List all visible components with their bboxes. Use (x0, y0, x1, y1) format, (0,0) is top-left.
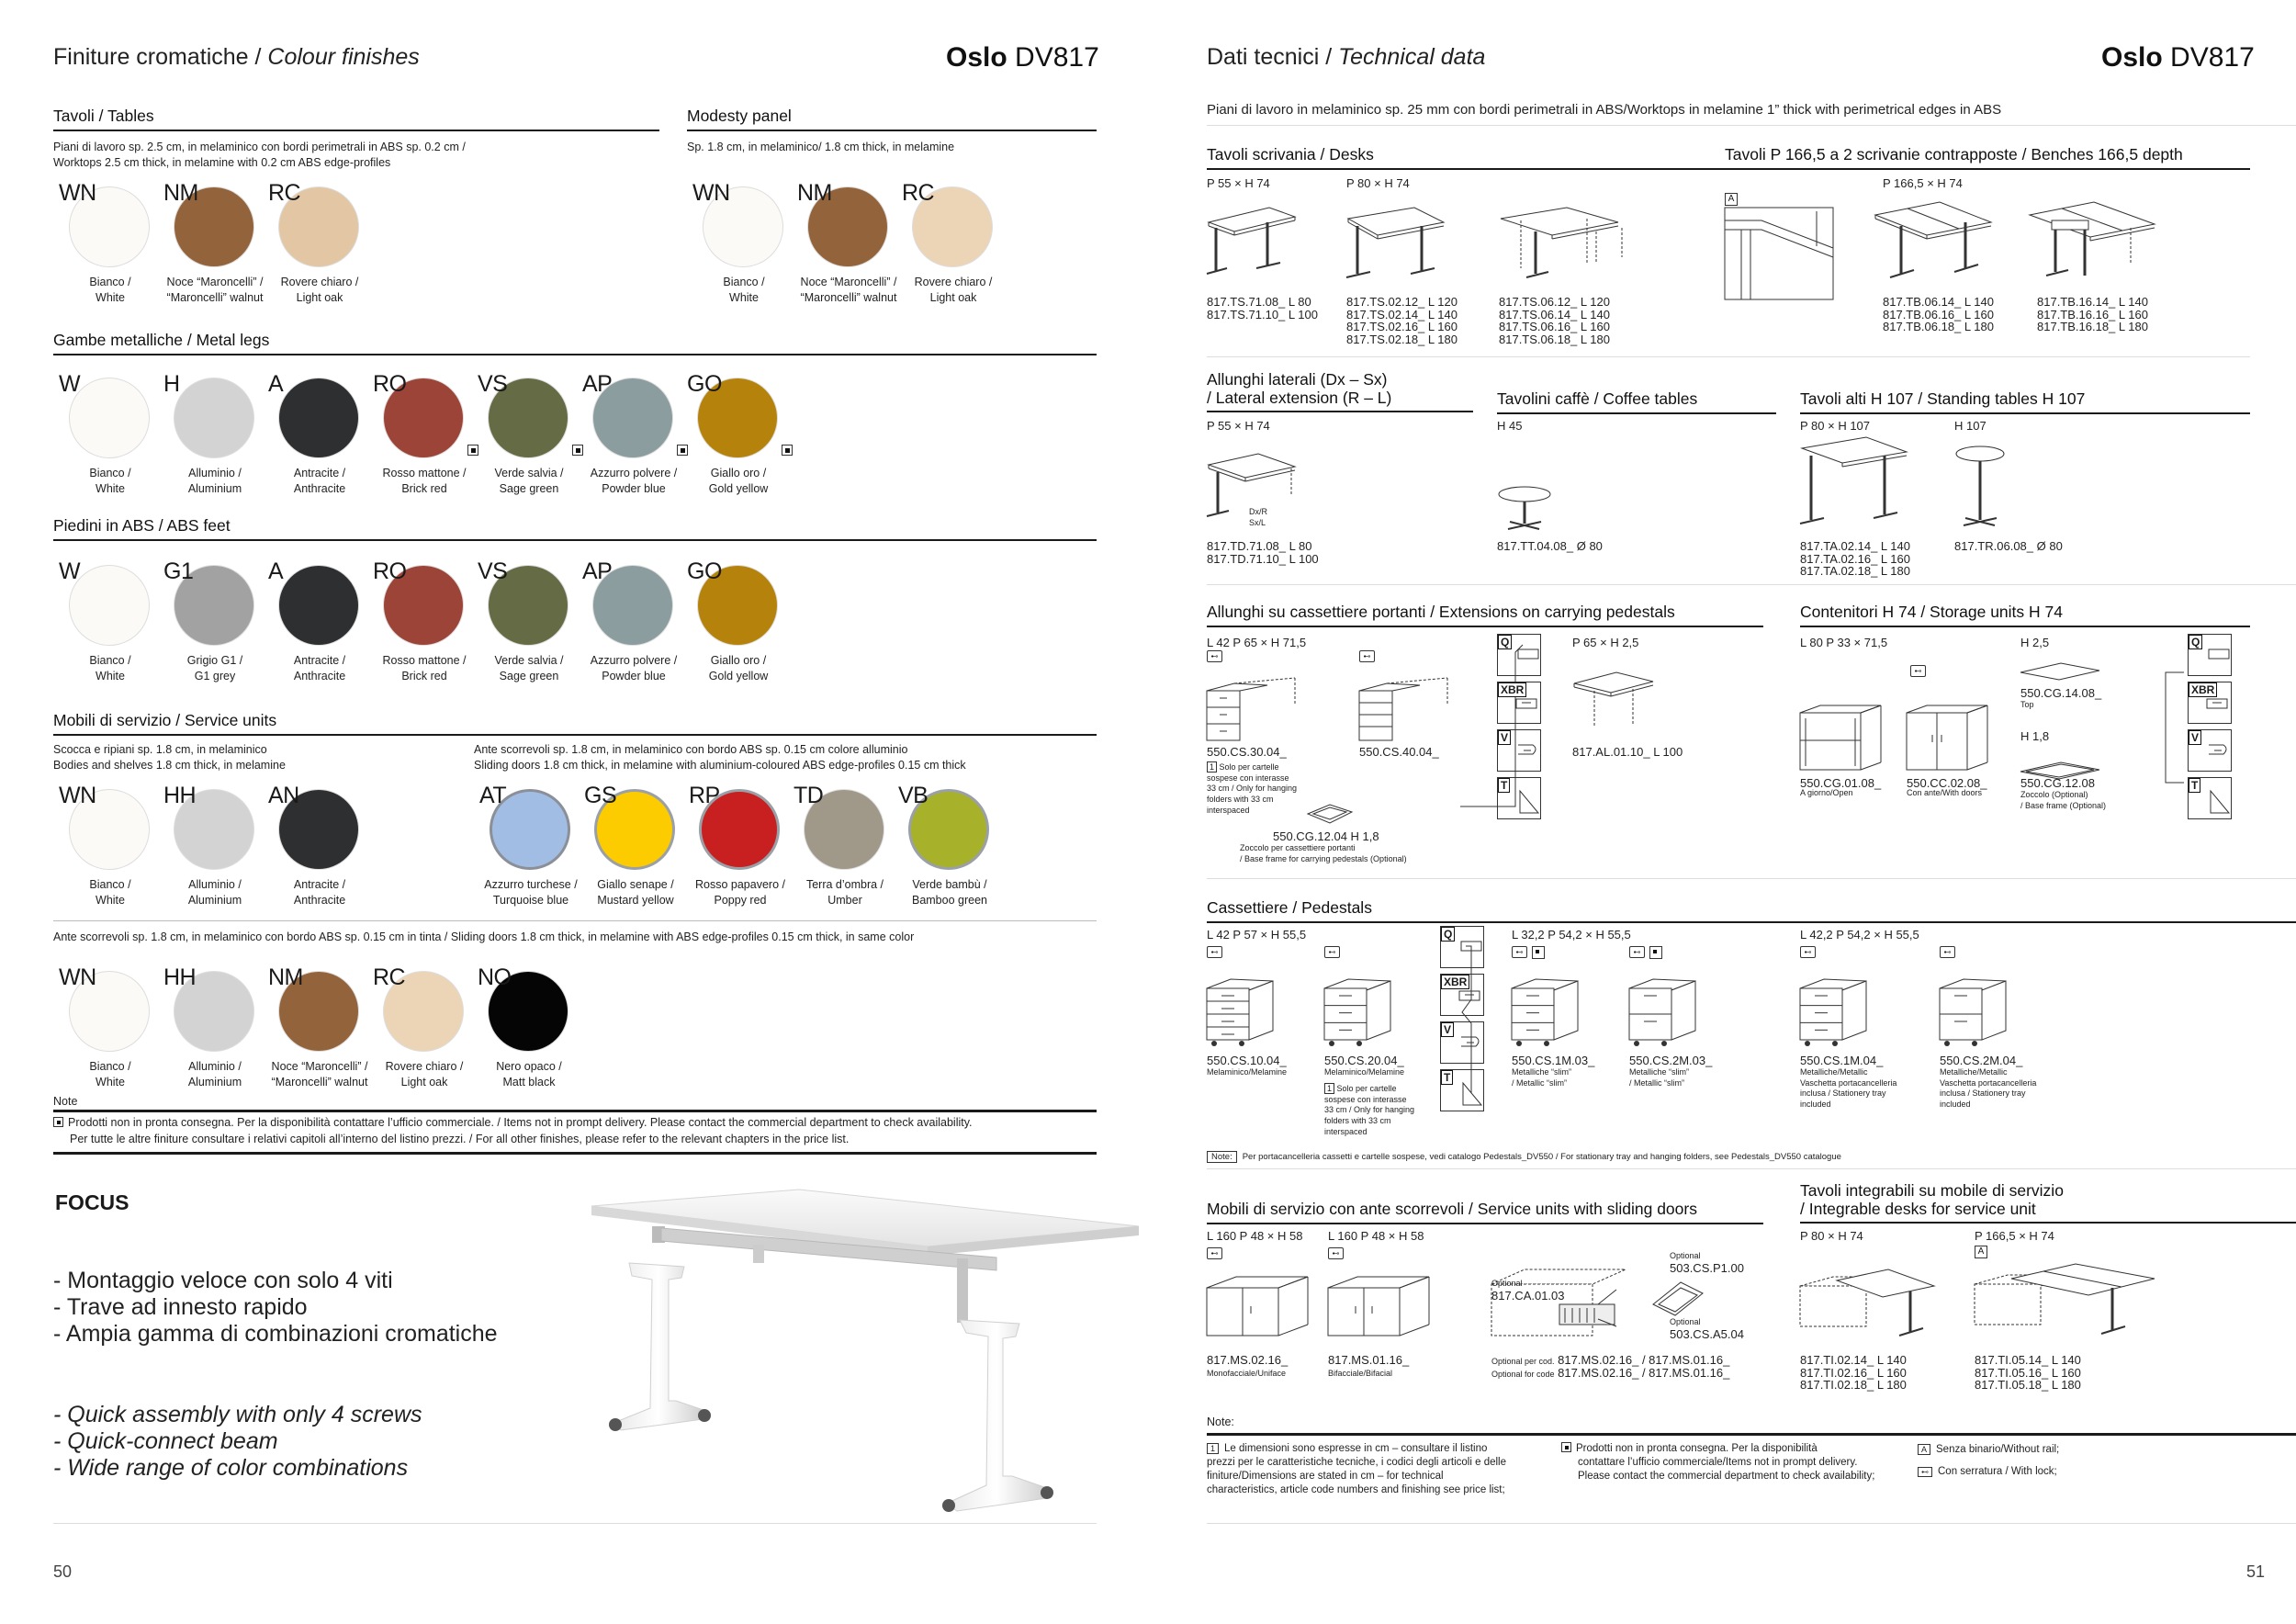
option-xbr (1440, 974, 1484, 1016)
brand: Oslo DV817 (946, 42, 1099, 73)
options-bracket (2158, 654, 2186, 829)
not-in-stock-icon (782, 445, 793, 456)
standing-round-drawing (1954, 446, 2009, 529)
lock-icon: ⊷ (1512, 946, 1527, 958)
swatch-code: TD (793, 783, 824, 808)
intro-text: Piani di lavoro in melaminico sp. 25 mm con bordi perimetrali in ABS/Worktops in melamine 1” thick with perimetrical edges in ABS (1207, 102, 2002, 118)
section-pedestals: Cassettiere / Pedestals (1207, 898, 2296, 923)
swatch-code: NM (163, 180, 198, 206)
option-glyph (2194, 734, 2231, 773)
swatch-code: VS (478, 558, 508, 584)
standing-dim-2: H 107 (1954, 419, 1986, 433)
storage-dim-2: H 2,5 (2020, 636, 2050, 649)
swatch-label: Azzurro polvere / Powder blue (590, 654, 678, 682)
swatch-label: Giallo oro / Gold yellow (708, 654, 769, 682)
swatch-code: RC (902, 180, 935, 206)
int-dim-1: P 80 × H 74 (1800, 1229, 1863, 1243)
option-glyph (1446, 930, 1483, 969)
option-key: XBR (1441, 975, 1469, 989)
standing-code-2: 817.TR.06.08_ Ø 80 (1954, 539, 2063, 553)
storage-code-2: 550.CC.02.08_ (1907, 776, 1987, 790)
ext-code-1: 550.CS.30.04_ (1207, 745, 1287, 759)
option-key: V (1498, 730, 1511, 745)
bench-codes-1: 817.TB.06.14_ L 140 817.TB.06.16_ L 160 817.TB.06.18_ L 180 (1883, 295, 1994, 334)
left-header: Finiture cromatiche / Colour finishes (53, 44, 420, 70)
option-xbr (1497, 682, 1541, 724)
option-key: Q (2189, 635, 2202, 649)
sliding-desc-2: Bifacciale/Bifacial (1328, 1369, 1393, 1378)
swatch-label: Rovere chiaro / Light oak (280, 276, 359, 304)
ext-pedestal-drawing-1 (1207, 678, 1299, 751)
opt-a5-code: 503.CS.A5.04 (1670, 1327, 1744, 1341)
ped-code-2: 550.CS.20.04_ (1324, 1054, 1404, 1067)
option-q (1440, 926, 1484, 968)
swatch-code: RP (689, 783, 720, 808)
standing-table-drawing (1800, 437, 1910, 529)
section-legs: Gambe metalliche / Metal legs (53, 331, 1097, 355)
swatch-code: WN (59, 964, 96, 990)
note-rule-bottom (53, 1152, 1097, 1155)
section-lateral: Allunghi laterali (Dx – Sx) / Lateral extension (R – L) (1207, 370, 1473, 412)
ped-code-5: 550.CS.1M.04_ (1800, 1054, 1884, 1067)
ped-dim-3: L 42,2 P 54,2 × H 55,5 (1800, 928, 1919, 942)
sliding-code-1: 817.MS.02.16_ (1207, 1353, 1289, 1367)
divider (1207, 125, 2296, 126)
storage-doors-drawing (1907, 704, 1989, 773)
option-key: XBR (1498, 682, 1526, 697)
swatch-code: AN (268, 783, 299, 808)
footnote-2: Prodotti non in pronta consegna. Per la disponibilità contattare l’ufficio commerciale/Items not in prompt delivery. Please contact the commercial department to check availability; (1561, 1442, 1874, 1483)
divider (1207, 878, 2296, 879)
section-tables: Tavoli / Tables (53, 107, 659, 131)
swatch-label: Nero opaco / Matt black (496, 1060, 562, 1088)
lateral-dim: P 55 × H 74 (1207, 419, 1270, 433)
lock-icon: ⊷ (1629, 946, 1645, 958)
top-panel-drawing (1572, 672, 1655, 737)
swatch-code: NO (478, 964, 512, 990)
storage-open-drawing (1800, 704, 1883, 773)
pedestal-drawing (1940, 977, 2013, 1051)
color-disc (278, 565, 359, 646)
swatch-code: GS (584, 783, 617, 808)
dx-sx-label: Dx/R Sx/L (1249, 507, 1267, 527)
option-key: V (1441, 1022, 1454, 1037)
option-glyph (1503, 638, 1540, 677)
ext-dim-2: P 65 × H 2,5 (1572, 636, 1639, 649)
lock-icon: ⊷ (1359, 650, 1375, 662)
option-key: V (2189, 730, 2201, 745)
option-glyph (1503, 782, 1540, 820)
swatch-label: Grigio G1 / G1 grey (186, 654, 243, 682)
storage-top-drawing (2020, 663, 2103, 685)
lock-icon: ⊷ (1910, 665, 1926, 677)
swatch-label: Alluminio / Aluminium (187, 467, 242, 495)
int-codes-1: 817.TI.02.14_ L 140 817.TI.02.16_ L 160 817.TI.02.18_ L 180 (1800, 1353, 1907, 1393)
option-glyph (1446, 1026, 1483, 1065)
integrable-bench-drawing (1975, 1260, 2158, 1343)
square-bullet-icon (53, 1117, 63, 1127)
storage-code-1-desc: A giorno/Open (1800, 788, 1853, 797)
swatch-label: Noce “Maroncelli” / “Maroncelli” walnut (800, 276, 897, 304)
optional-label: Optional (1491, 1279, 1523, 1288)
divider (1207, 584, 2296, 585)
storage-base-desc: Zoccolo (Optional) / Base frame (Optional) (2020, 790, 2107, 810)
option-v (1497, 729, 1541, 772)
swatch-label: Antracite / Anthracite (293, 654, 346, 682)
swatch-code: A (268, 558, 284, 584)
option-glyph (1446, 978, 1483, 1017)
focus-list-it: - Montaggio veloce con solo 4 viti - Trave ad innesto rapido - Ampia gamma di combinazioni cromatiche (53, 1268, 498, 1347)
option-xbr (2188, 682, 2232, 724)
desk-dim-2: P 80 × H 74 (1346, 176, 1410, 190)
ext-base-code: 550.CG.12.04 H 1,8 (1273, 829, 1379, 843)
desk-55-drawing (1207, 208, 1299, 281)
note-rule (53, 1110, 1097, 1112)
swatch-code: NM (797, 180, 832, 206)
swatch-label: Giallo oro / Gold yellow (708, 467, 769, 495)
section-benches: Tavoli P 166,5 a 2 scrivanie contrapposte / Benches 166,5 depth (1725, 145, 2250, 170)
lock-icon: ⊷ (1328, 1247, 1344, 1259)
section-standing: Tavoli alti H 107 / Standing tables H 107 (1800, 389, 2250, 414)
focus-list-en: - Quick assembly with only 4 screws - Quick-connect beam - Wide range of color combinations (53, 1402, 422, 1481)
swatch-label: Verde salvia / Sage green (494, 467, 564, 495)
section-feet: Piedini in ABS / ABS feet (53, 516, 1097, 541)
option-key: T (2189, 778, 2200, 793)
pedestal-drawing (1512, 977, 1585, 1051)
lock-icon: ⊷ (1918, 1467, 1932, 1477)
desk-product-image (588, 1190, 1157, 1511)
coffee-dim: H 45 (1497, 419, 1523, 433)
swatch-code: H (163, 371, 180, 397)
swatch-label: Bianco / White (89, 654, 131, 682)
not-in-stock-icon (572, 445, 583, 456)
service-desc-3: Ante scorrevoli sp. 1.8 cm, in melaminico con bordo ABS sp. 0.15 cm in tinta / Sliding doors 1.8 cm thick, in melamine with ABS edge-profiles 0.15 cm thick, in same color (53, 930, 915, 943)
desk-codes-3: 817.TS.06.12_ L 120 817.TS.06.14_ L 140 817.TS.06.16_ L 160 817.TS.06.18_ L 180 (1499, 295, 1610, 346)
swatch-code: W (59, 371, 81, 397)
lock-icon: ⊷ (1207, 650, 1222, 662)
swatch-code: WN (59, 783, 96, 808)
swatch-label: Noce “Maroncelli” / “Maroncelli” walnut (271, 1060, 368, 1088)
sliding-code-2: 817.MS.01.16_ (1328, 1353, 1410, 1367)
ped-desc-4: Metalliche “slim” / Metallic “slim” (1629, 1067, 1690, 1088)
bench-dim: P 166,5 × H 74 (1883, 176, 1963, 190)
section-extensions: Allunghi su cassettiere portanti / Extensions on carrying pedestals (1207, 603, 1763, 627)
square-bullet-icon (1561, 1442, 1571, 1452)
storage-base-code: 550.CG.12.08 (2020, 776, 2095, 790)
swatch-label: Verde bambù / Bamboo green (911, 878, 987, 907)
ext-code-2: 550.CS.40.04_ (1359, 745, 1439, 759)
ped-code-6: 550.CS.2M.04_ (1940, 1054, 2023, 1067)
swatch-code: WN (59, 180, 96, 206)
swatch-code: VS (478, 371, 508, 397)
option-v (1440, 1021, 1484, 1064)
lock-icon: ⊷ (1324, 946, 1340, 958)
option-t (1497, 777, 1541, 819)
swatch-label: Bianco / White (89, 276, 131, 304)
footnote-3: A Senza binario/Without rail; (1918, 1442, 2059, 1457)
swatch-code: RO (373, 558, 407, 584)
note-title: Note (53, 1095, 78, 1108)
swatch-code: NM (268, 964, 303, 990)
without-rail-tag: A (1725, 193, 1738, 206)
section-service-units: Mobili di servizio / Service units (53, 711, 1097, 736)
color-disc (69, 378, 150, 458)
sliding-bifacial-drawing (1328, 1277, 1431, 1341)
swatch-label: Alluminio / Aluminium (187, 878, 242, 907)
right-header: Dati tecnici / Technical data (1207, 44, 1486, 70)
without-rail-tag: A (1975, 1246, 1987, 1258)
swatch-label: Bianco / White (89, 467, 131, 495)
swatch-code: A (268, 371, 284, 397)
swatch-code: RC (268, 180, 301, 206)
page-number: 50 (53, 1562, 73, 1581)
bench-codes-2: 817.TB.16.14_ L 140 817.TB.16.16_ L 160 817.TB.16.18_ L 180 (2037, 295, 2148, 334)
brand: Oslo DV817 (2101, 42, 2255, 73)
swatch-code: G1 (163, 558, 194, 584)
opt-for-code-1: Optional per cod. 817.MS.02.16_ / 817.MS.01.16_ (1491, 1353, 1730, 1367)
swatch-label: Giallo senape / Mustard yellow (597, 878, 674, 907)
service-desc-1: Scocca e ripiani sp. 1.8 cm, in melaminico Bodies and shelves 1.8 cm thick, in melamine (53, 743, 286, 772)
color-disc (278, 378, 359, 458)
pedestal-drawing (1629, 977, 1703, 1051)
footnote-title: Note: (1207, 1415, 1234, 1428)
page-number: 51 (2246, 1562, 2266, 1581)
int-codes-2: 817.TI.05.14_ L 140 817.TI.05.16_ L 160 817.TI.05.18_ L 180 (1975, 1353, 2081, 1393)
service-desc-2: Ante scorrevoli sp. 1.8 cm, in melaminico con bordo ABS sp. 0.15 cm colore alluminio Sliding doors 1.8 cm thick, in melamine with aluminium-coloured ABS edge-profiles 0.15 cm thick (474, 743, 966, 772)
ped-code-1: 550.CS.10.04_ (1207, 1054, 1287, 1067)
storage-code-1: 550.CG.01.08_ (1800, 776, 1882, 790)
swatch-code: RC (373, 964, 406, 990)
ped-code-4: 550.CS.2M.03_ (1629, 1054, 1713, 1067)
footnote-1: 1 Le dimensioni sono espresse in cm – consultare il listino prezzi per le caratteristiche tecniche, i codici degli articoli e delle finiture/Dimensions are stated in cm – for technical characteristics, article code numbers and finishing see price list; (1207, 1443, 1506, 1495)
modesty-desc: Sp. 1.8 cm, in melaminico/ 1.8 cm thick, in melamine (687, 141, 955, 153)
lock-icon: ⊷ (1800, 946, 1816, 958)
swatch-code: WN (692, 180, 730, 206)
square-bullet-icon (1649, 946, 1662, 959)
option-key: Q (1441, 927, 1455, 942)
right-page (1148, 0, 2296, 1624)
swatch-label: Rovere chiaro / Light oak (914, 276, 993, 304)
desk-codes-1: 817.TS.71.08_ L 80 817.TS.71.10_ L 100 (1207, 295, 1318, 321)
focus-title: FOCUS (55, 1190, 129, 1214)
lock-icon: ⊷ (1207, 946, 1222, 958)
ext-code-3: 817.AL.01.10_ L 100 (1572, 745, 1683, 759)
ext-base-desc: Zoccolo per cassettiere portanti / Base frame for carrying pedestals (Optional) (1240, 843, 1407, 863)
color-disc (174, 378, 254, 458)
swatch-code: GO (687, 558, 722, 584)
bench-detail-drawing (1725, 208, 1835, 303)
lock-icon: ⊷ (1207, 1247, 1222, 1259)
divider (1207, 1168, 2296, 1169)
standing-codes-1: 817.TA.02.14_ L 140 817.TA.02.16_ L 160 817.TA.02.18_ L 180 (1800, 539, 1910, 579)
swatch-code: HH (163, 964, 197, 990)
ped-desc-1: Melaminico/Melamine (1207, 1067, 1288, 1077)
option-glyph (1503, 734, 1540, 773)
ped-note: 1 Solo per cartelle sospese con interasse 33 cm / Only for hanging folders with 33 cm interspaced (1324, 1084, 1415, 1136)
option-key: T (1498, 778, 1510, 793)
pedestal-drawing (1800, 977, 1874, 1051)
color-disc (69, 565, 150, 646)
swatch-label: Noce “Maroncelli” / “Maroncelli” walnut (166, 276, 264, 304)
note-text: Prodotti non in pronta consegna. Per la disponibilità contattare l’ufficio commerciale. / Items not in prompt delivery. Please contact the commercial department to check availability. Per tutte le altre finiture consultare i relativi capitoli all’interno del listino prezzi. / For all other finishes, please refer to the relevant chapters in the price list. (53, 1115, 973, 1147)
opt-p1-code: 503.CS.P1.00 (1670, 1261, 1744, 1275)
swatch-label: Bianco / White (723, 276, 765, 304)
swatch-code: AP (582, 371, 613, 397)
ped-note-line: Note: Per portacancelleria cassetti e cartelle sospese, vedi catalogo Pedestals_DV550 / For stationary tray and hanging folders, see Pedestals_DV550 catalogue (1207, 1152, 1841, 1163)
ped-desc-2: Melaminico/Melamine (1324, 1067, 1405, 1077)
ped-desc-5: Metalliche/Metallic Vaschetta portacancelleria inclusa / Stationery tray included (1800, 1067, 1897, 1110)
lateral-codes: 817.TD.71.08_ L 80 817.TD.71.10_ L 100 (1207, 539, 1319, 566)
swatch-label: Bianco / White (89, 878, 131, 907)
option-key: T (1441, 1070, 1453, 1085)
square-bullet-icon (1532, 946, 1545, 959)
base-frame-drawing (1308, 805, 1354, 827)
optional-label: Optional (1670, 1251, 1701, 1260)
option-key: Q (1498, 635, 1512, 649)
sliding-dim-1: L 160 P 48 × H 58 (1207, 1229, 1303, 1243)
swatch-label: Rosso mattone / Brick red (382, 654, 467, 682)
section-desks: Tavoli scrivania / Desks (1207, 145, 1750, 170)
bench-drawing-1 (1874, 202, 1993, 285)
option-q (1497, 634, 1541, 676)
sliding-uniface-drawing (1207, 1277, 1310, 1341)
swatch-label: Antracite / Anthracite (293, 467, 346, 495)
storage-top-desc: Top (2020, 700, 2034, 709)
optional-label: Optional (1670, 1317, 1701, 1326)
ped-desc-6: Metalliche/Metallic Vaschetta portacancelleria inclusa / Stationery tray included (1940, 1067, 2037, 1110)
int-dim-2: P 166,5 × H 74 (1975, 1229, 2054, 1243)
standing-dim-1: P 80 × H 107 (1800, 419, 1871, 433)
swatch-label: Rovere chiaro / Light oak (385, 1060, 464, 1088)
ped-dim-1: L 42 P 57 × H 55,5 (1207, 928, 1307, 942)
not-in-stock-icon (677, 445, 688, 456)
swatch-code: AT (479, 783, 507, 808)
pedestal-drawing (1324, 977, 1398, 1051)
swatch-code: AP (582, 558, 613, 584)
option-q (2188, 634, 2232, 676)
section-storage: Contenitori H 74 / Storage units H 74 (1800, 603, 2250, 627)
opt-ca-code: 817.CA.01.03 (1491, 1289, 1565, 1303)
desk-80-drawing (1346, 208, 1447, 281)
divider (53, 920, 1097, 921)
desk-codes-2: 817.TS.02.12_ L 120 817.TS.02.14_ L 140 817.TS.02.16_ L 160 817.TS.02.18_ L 180 (1346, 295, 1458, 346)
not-in-stock-icon (467, 445, 478, 456)
coffee-code: 817.TT.04.08_ Ø 80 (1497, 539, 1603, 553)
section-integrable: Tavoli integrabili su mobile di servizio / Integrable desks for service unit (1800, 1181, 2296, 1224)
footer-line (53, 1523, 1097, 1524)
divider (1725, 356, 2250, 357)
footnote-4: ⊷ Con serratura / With lock; (1918, 1464, 2057, 1479)
swatch-code: HH (163, 783, 197, 808)
opt-for-code-2: Optional for code 817.MS.02.16_ / 817.MS.01.16_ (1491, 1366, 1730, 1380)
ped-desc-3: Metalliche “slim” / Metallic “slim” (1512, 1067, 1572, 1088)
swatch-label: Antracite / Anthracite (293, 878, 346, 907)
footnote-rule (1207, 1433, 2296, 1436)
pedestal-drawing (1207, 977, 1280, 1051)
desk-modesty-drawing (1499, 208, 1637, 281)
footer-line (1207, 1523, 2296, 1524)
swatch-label: Azzurro polvere / Powder blue (590, 467, 678, 495)
swatch-label: Rosso papavero / Poppy red (695, 878, 785, 907)
storage-dim-3: H 1,8 (2020, 729, 2050, 743)
desk-dim-1: P 55 × H 74 (1207, 176, 1270, 190)
swatch-label: Terra d’ombra / Umber (805, 878, 884, 907)
option-key: XBR (2189, 682, 2217, 697)
lock-icon: ⊷ (1940, 946, 1955, 958)
section-sliding: Mobili di servizio con ante scorrevoli / Service units with sliding doors (1207, 1200, 1763, 1224)
coffee-table-drawing (1497, 487, 1561, 533)
option-v (2188, 729, 2232, 772)
sliding-desc-1: Monofacciale/Uniface (1207, 1369, 1287, 1378)
ext-note: 1 Solo per cartelle sospese con interasse 33 cm / Only for hanging folders with 33 cm interspaced (1207, 762, 1298, 815)
swatch-label: Rosso mattone / Brick red (382, 467, 467, 495)
option-glyph (2194, 638, 2231, 677)
swatch-code: RO (373, 371, 407, 397)
ped-dim-2: L 32,2 P 54,2 × H 55,5 (1512, 928, 1631, 942)
option-t (1440, 1069, 1484, 1111)
storage-top-code: 550.CG.14.08_ (2020, 686, 2102, 700)
swatch-label: Verde salvia / Sage green (494, 654, 564, 682)
option-glyph (1446, 1074, 1483, 1112)
storage-dim-1: L 80 P 33 × 71,5 (1800, 636, 1888, 649)
section-coffee: Tavolini caffè / Coffee tables (1497, 389, 1776, 414)
storage-code-2-desc: Con ante/With doors (1907, 788, 1983, 797)
sliding-optional-drawing (1488, 1262, 1671, 1345)
ped-code-3: 550.CS.1M.03_ (1512, 1054, 1595, 1067)
section-modesty: Modesty panel (687, 107, 1097, 131)
divider (1207, 356, 1750, 357)
swatch-label: Azzurro turchese / Turquoise blue (484, 878, 578, 907)
bench-drawing-2 (2028, 202, 2156, 285)
swatch-label: Bianco / White (89, 1060, 131, 1088)
swatch-label: Alluminio / Aluminium (187, 1060, 242, 1088)
sliding-dim-2: L 160 P 48 × H 58 (1328, 1229, 1424, 1243)
option-glyph (1503, 686, 1540, 725)
swatch-code: VB (898, 783, 929, 808)
swatch-code: W (59, 558, 81, 584)
ext-dim-1: L 42 P 65 × H 71,5 (1207, 636, 1307, 649)
swatch-code: GO (687, 371, 722, 397)
integrable-desk-drawing (1800, 1268, 1938, 1341)
option-t (2188, 777, 2232, 819)
option-glyph (2194, 686, 2231, 725)
option-glyph (2194, 782, 2231, 820)
tables-desc: Piani di lavoro sp. 2.5 cm, in melaminico con bordi perimetrali in ABS sp. 0.2 cm / Worktops 2.5 cm thick, in melamine with 0.2 cm ABS edge-profiles (53, 141, 466, 169)
